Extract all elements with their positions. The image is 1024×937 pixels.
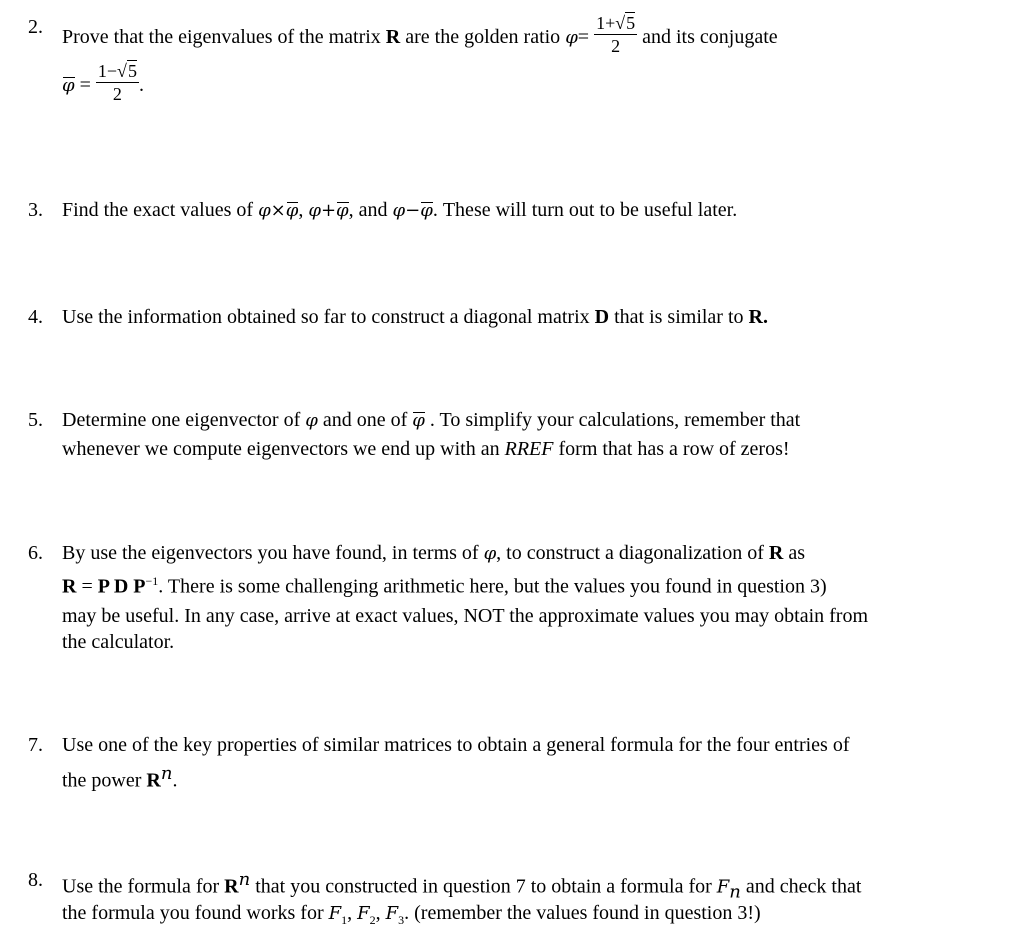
question-number: 5. xyxy=(28,409,43,431)
phi-bar-symbol: φ xyxy=(336,200,349,221)
question-text: Find the exact values of xyxy=(62,199,254,221)
matrix-symbol: R xyxy=(146,769,161,792)
question-8-line-1 xyxy=(62,869,861,903)
difference-expression: φ− xyxy=(392,200,421,221)
question-number: 8. xyxy=(28,869,43,891)
golden-ratio-fraction: $\frac{1+√5}{2}$ xyxy=(596,13,636,56)
fibonacci-subscript: 3 xyxy=(398,913,405,927)
diagonalization-expression: P D P xyxy=(97,575,146,598)
question-6-line-3 xyxy=(62,605,868,628)
sum-expression: φ+ xyxy=(308,200,337,221)
matrix-symbol: D xyxy=(594,306,610,328)
power-exponent: n xyxy=(160,763,173,784)
period: . xyxy=(138,74,144,97)
question-6-line-2 xyxy=(62,574,827,599)
question-text: and xyxy=(358,199,388,221)
fraction-denominator: 2 xyxy=(112,84,122,104)
conjugate-fraction: $\frac{1-√5}{2}$ xyxy=(97,61,137,104)
phi-symbol: φ xyxy=(483,543,497,564)
question-text: and one of xyxy=(322,409,408,431)
fibonacci-subscript: n xyxy=(729,881,741,903)
question-text: Use the formula for xyxy=(62,875,220,898)
question-text: whenever we compute eigenvectors we end up with an xyxy=(62,438,500,460)
rref-term: RREF xyxy=(504,438,554,460)
power-exponent: n xyxy=(238,869,251,890)
question-text: Determine one eigenvector of xyxy=(62,409,301,431)
question-text: and check that xyxy=(745,875,862,898)
matrix-symbol: R xyxy=(768,542,784,564)
fraction-numerator: 1− xyxy=(97,61,118,81)
matrix-symbol: R xyxy=(62,575,77,598)
question-2-line-2: φ = $\frac{1-√5}{2}$ . xyxy=(62,61,144,104)
question-text: . There is some challenging arithmetic here, but the values you found in question 3) xyxy=(158,575,827,598)
question-text: the calculator. xyxy=(62,631,175,653)
fibonacci-subscript: 1 xyxy=(341,913,348,927)
period: . xyxy=(172,769,178,792)
question-number: 2. xyxy=(28,16,43,38)
question-text: . (remember the values found in question 3!) xyxy=(404,902,761,924)
question-6-line-1 xyxy=(62,542,805,565)
phi-bar-symbol: φ xyxy=(412,410,425,431)
period: . xyxy=(762,306,768,328)
question-3-line-1 xyxy=(62,199,737,222)
sqrt-radicand: 5 xyxy=(626,13,636,33)
question-6-line-4 xyxy=(62,631,174,654)
sqrt-radicand: 5 xyxy=(127,61,137,81)
question-text: , to construct a diagonalization of xyxy=(496,542,764,564)
question-text: that you constructed in question 7 to obtain a formula for xyxy=(255,875,712,898)
question-5-line-2 xyxy=(62,438,790,461)
fraction-denominator: 2 xyxy=(611,36,621,56)
comma: , xyxy=(298,199,304,221)
question-number: 6. xyxy=(28,542,43,564)
matrix-symbol: R xyxy=(224,875,239,898)
question-text: form that has a row of zeros! xyxy=(558,438,790,460)
question-number: 7. xyxy=(28,734,43,756)
question-text: . These will turn out to be useful later. xyxy=(432,199,738,221)
fibonacci-symbol: F xyxy=(385,903,399,924)
question-text: as xyxy=(788,542,805,564)
question-text: are the golden ratio xyxy=(405,26,561,49)
fraction-numerator: 1+ xyxy=(596,13,616,33)
question-text: Use the information obtained so far to construct a diagonal matrix xyxy=(62,306,590,328)
phi-bar-symbol: φ xyxy=(420,200,433,221)
question-number: 3. xyxy=(28,199,43,221)
question-number: 4. xyxy=(28,306,43,328)
question-2-line-1 xyxy=(62,13,778,61)
phi-symbol: φ xyxy=(305,410,318,431)
fibonacci-symbol: F xyxy=(357,903,370,924)
inverse-exponent: −1 xyxy=(145,574,159,588)
matrix-symbol: R xyxy=(748,306,763,328)
question-text: the formula you found works for xyxy=(62,902,324,924)
question-text: may be useful. In any case, arrive at exact values, NOT the approximate values you may obtain from xyxy=(62,605,869,627)
question-text: that is similar to xyxy=(614,306,744,328)
equals-sign: = xyxy=(577,26,590,49)
question-8-line-2: the formula you found works for $F_1$, $F_2$, $F_3$. (remember the values found in question 3!) xyxy=(62,902,761,927)
phi-bar-symbol: φ xyxy=(285,200,299,221)
question-7-line-1 xyxy=(62,734,850,757)
phi-bar-symbol: φ xyxy=(62,75,75,97)
fibonacci-symbol: F xyxy=(716,876,730,898)
product-expression: φ× xyxy=(258,200,286,221)
question-4-line-1 xyxy=(62,306,768,329)
question-text: Prove that the eigenvalues of the matrix xyxy=(62,26,381,49)
fibonacci-subscript: 2 xyxy=(369,913,376,927)
question-text: Use one of the key properties of similar matrices to obtain a general formula for the four entries of xyxy=(62,734,850,756)
equals-sign: = xyxy=(76,575,98,598)
fibonacci-symbol: F xyxy=(328,903,342,924)
question-text: By use the eigenvectors you have found, in terms of xyxy=(62,542,479,564)
matrix-symbol: R xyxy=(385,26,401,49)
question-text: and its conjugate xyxy=(642,26,778,49)
phi-symbol: φ xyxy=(565,27,578,49)
question-5-line-1 xyxy=(62,409,800,432)
comma: , xyxy=(348,199,354,221)
question-text: the power xyxy=(62,769,142,792)
question-7-line-2 xyxy=(62,763,177,793)
question-text: . To simplify your calculations, remember that xyxy=(429,409,801,431)
